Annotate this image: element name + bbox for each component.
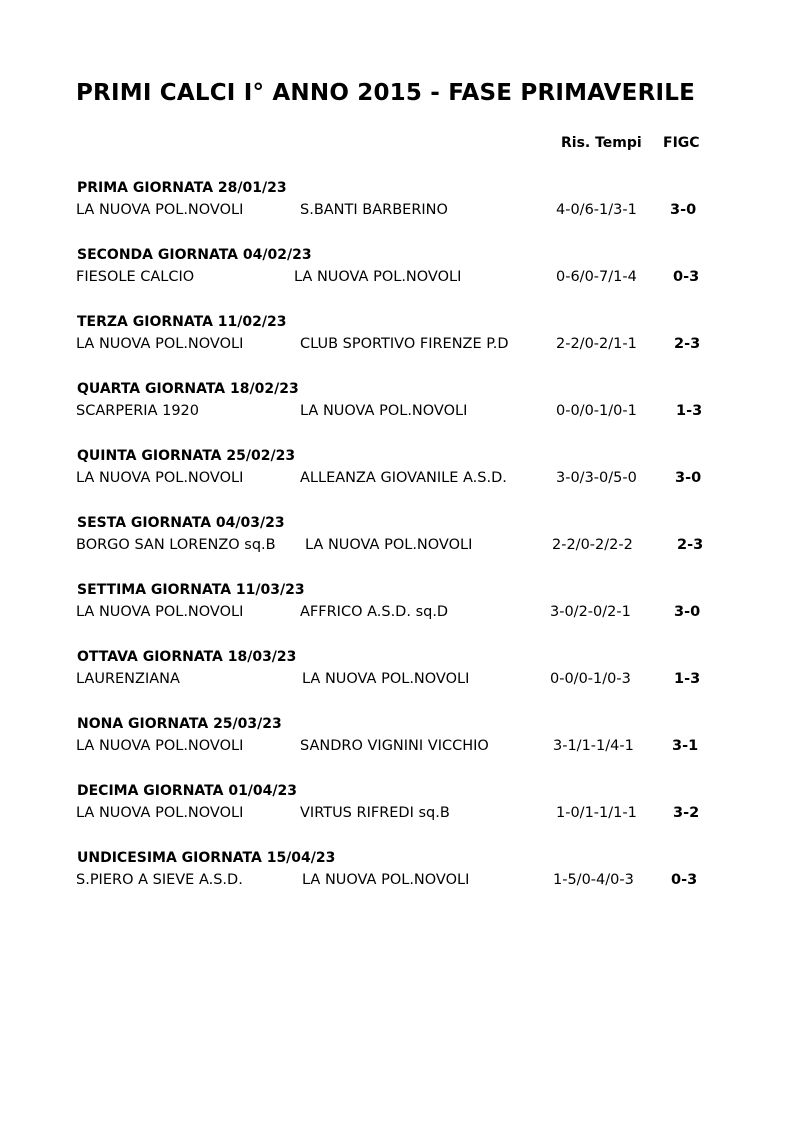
ris-tempi-value: 1-0/1-1/1-1 [556, 805, 637, 821]
figc-header: FIGC [663, 135, 700, 151]
ris-tempi-value: 2-2/0-2/2-2 [552, 537, 633, 553]
round-title: QUINTA GIORNATA 25/02/23 [77, 448, 296, 464]
figc-value: 1-3 [676, 403, 703, 419]
ris-tempi-value: 3-1/1-1/4-1 [553, 738, 634, 754]
figc-value: 1-3 [674, 671, 701, 687]
away-team: SANDRO VIGNINI VICCHIO [300, 738, 489, 754]
away-team: LA NUOVA POL.NOVOLI [302, 872, 470, 888]
round-block [0, 314, 795, 374]
ris-tempi-value: 4-0/6-1/3-1 [556, 202, 637, 218]
away-team: AFFRICO A.S.D. sq.D [300, 604, 449, 620]
home-team: SCARPERIA 1920 [76, 403, 200, 419]
figc-value: 0-3 [671, 872, 698, 888]
home-team: S.PIERO A SIEVE A.S.D. [76, 872, 243, 888]
round-title: DECIMA GIORNATA 01/04/23 [77, 783, 298, 799]
round-title: UNDICESIMA GIORNATA 15/04/23 [77, 850, 336, 866]
figc-value: 2-3 [677, 537, 704, 553]
home-team: LA NUOVA POL.NOVOLI [76, 336, 244, 352]
round-block [0, 850, 795, 910]
round-title: SETTIMA GIORNATA 11/03/23 [77, 582, 305, 598]
round-title: PRIMA GIORNATA 28/01/23 [77, 180, 287, 196]
round-block [0, 247, 795, 307]
ris-tempi-value: 0-6/0-7/1-4 [556, 269, 637, 285]
ris-tempi-value: 2-2/0-2/1-1 [556, 336, 637, 352]
home-team: LA NUOVA POL.NOVOLI [76, 604, 244, 620]
round-title: OTTAVA GIORNATA 18/03/23 [77, 649, 297, 665]
home-team: BORGO SAN LORENZO sq.B [76, 537, 276, 553]
ris-tempi-value: 3-0/3-0/5-0 [556, 470, 637, 486]
home-team: LA NUOVA POL.NOVOLI [76, 805, 244, 821]
ris-tempi-header: Ris. Tempi [561, 135, 642, 151]
figc-value: 3-1 [672, 738, 699, 754]
away-team: CLUB SPORTIVO FIRENZE P.D [300, 336, 509, 352]
home-team: LA NUOVA POL.NOVOLI [76, 470, 244, 486]
away-team: LA NUOVA POL.NOVOLI [294, 269, 462, 285]
figc-value: 2-3 [674, 336, 701, 352]
ris-tempi-value: 3-0/2-0/2-1 [550, 604, 631, 620]
round-block [0, 649, 795, 709]
round-block [0, 582, 795, 642]
round-title: SESTA GIORNATA 04/03/23 [77, 515, 285, 531]
away-team: S.BANTI BARBERINO [300, 202, 448, 218]
ris-tempi-value: 0-0/0-1/0-3 [550, 671, 631, 687]
page-title: PRIMI CALCI I° ANNO 2015 - FASE PRIMAVERILE [76, 80, 696, 106]
round-block [0, 783, 795, 843]
home-team: LA NUOVA POL.NOVOLI [76, 738, 244, 754]
round-block [0, 448, 795, 508]
round-title: QUARTA GIORNATA 18/02/23 [77, 381, 299, 397]
away-team: LA NUOVA POL.NOVOLI [300, 403, 468, 419]
figc-value: 3-0 [675, 470, 702, 486]
round-block [0, 180, 795, 240]
away-team: LA NUOVA POL.NOVOLI [302, 671, 470, 687]
ris-tempi-value: 1-5/0-4/0-3 [553, 872, 634, 888]
round-block [0, 381, 795, 441]
round-block [0, 515, 795, 575]
figc-value: 3-0 [674, 604, 701, 620]
away-team: VIRTUS RIFREDI sq.B [300, 805, 450, 821]
figc-value: 0-3 [673, 269, 700, 285]
away-team: ALLEANZA GIOVANILE A.S.D. [300, 470, 507, 486]
round-title: TERZA GIORNATA 11/02/23 [77, 314, 287, 330]
home-team: LA NUOVA POL.NOVOLI [76, 202, 244, 218]
round-title: SECONDA GIORNATA 04/02/23 [77, 247, 312, 263]
figc-value: 3-0 [670, 202, 697, 218]
away-team: LA NUOVA POL.NOVOLI [305, 537, 473, 553]
round-title: NONA GIORNATA 25/03/23 [77, 716, 282, 732]
ris-tempi-value: 0-0/0-1/0-1 [556, 403, 637, 419]
home-team: LAURENZIANA [76, 671, 180, 687]
home-team: FIESOLE CALCIO [76, 269, 195, 285]
round-block [0, 716, 795, 776]
figc-value: 3-2 [673, 805, 700, 821]
